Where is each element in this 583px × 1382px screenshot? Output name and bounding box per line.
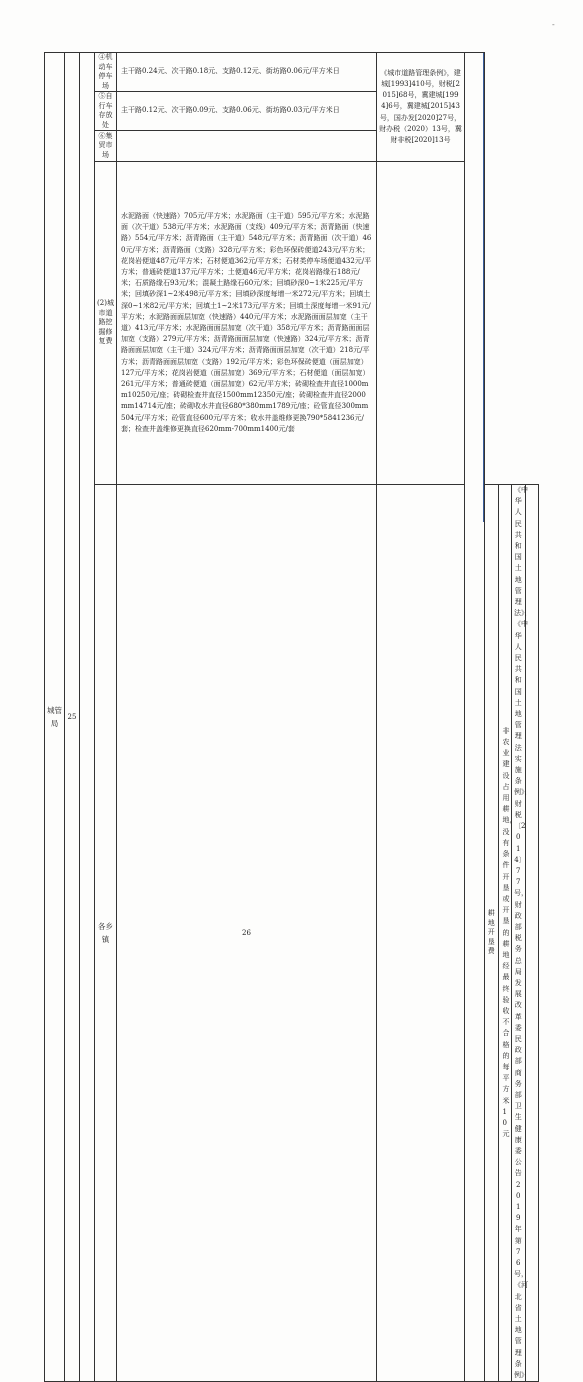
item-cell: ⑤自行车存放处 — [95, 92, 117, 131]
table-row — [45, 162, 539, 485]
item-cell: (2)城市道路挖掘修复费 — [95, 162, 117, 485]
content-cell: 非农业建设占用耕地，没有条件开垦或开垦的耕地经最终验收不合格的每平方米10元 — [498, 485, 512, 1382]
fee-table — [44, 52, 539, 1382]
remark-cell — [465, 53, 485, 1382]
item-cell: 耕地开垦费 — [485, 485, 499, 1382]
corner-mark: - — [552, 20, 555, 29]
basis-cell-empty — [377, 162, 465, 485]
department-cell: 城管局 — [45, 53, 65, 1382]
item-cell: ④机动车停车场 — [95, 53, 117, 92]
table-row — [45, 53, 539, 92]
content-cell: 主干路0.24元、次干路0.18元、支路0.12元、街坊路0.06元/平方米日 — [117, 53, 377, 92]
basis-cell: 《中华人民共和国土地管理法》，《中华人民共和国土地管理法实施条例》，财税〔2014〕77号，财政部 税务总局 发展改革委 民政部 商务部 卫生健康委公告2019年第76号，《河北省土地管理条例》 — [512, 485, 526, 1382]
content-cell: 水泥路面（快速路）705元/平方米；水泥路面（主干道）595元/平方米；水泥路面（次干道）538元/平方米；水泥路面（支线）409元/平方米；沥青路面（快速路）554元/平方米；沥青路面（主干道）548元/平方米；沥青路面（次干道）460元/平方米；沥青路面（支路）328元/平方米；彩色环保砖便道243元/平方米；花岗岩便道487元/平方米；石材便道362元/平方米；石材类停车场便道432元/平方米；普通砖便道137元/平方米；土便道46元/平方米；花岗岩路缘石188元/米；石质路缘石93元/米；混凝土路缘石60元/米；回填砂深0~1米225元/平方米；回填砂深1~2米498元/平方米；回填砂深度每增一米272元/平方米；回填土深0~1米82元/平方米；回填土1~2米173元/平方米；回填土深度每增一米91元/平方米；水泥路面面层加宽（快速路）440元/平方米；水泥路面面层加宽（主干道）413元/平方米；水泥路面面层加宽（次干道）358元/平方米；沥青路面面层加宽（支路）279元/平方米；沥青路面面层加宽（快速路）324元/平方米；沥青路面面层加宽（主干道）324元/平方米；沥青路面面层加宽（次干道）218元/平方米；沥青路面面层加宽（支路）192元/平方米；彩色环保砖便道（面层加宽）127元/平方米；花岗岩便道（面层加宽）369元/平方米；石材便道（面层加宽）261元/平方米；普通砖便道（面层加宽）62元/平方米；砖砌检查井直径1000mm10250元/座；砖砌检查井直径1500mm12350元/座；砖砌检查井直径2000mm14714元/座；砖砌收水井直径680*380mm1789元/座；砼管直径300mm504元/平方米；砼管直径600元/平方米；收水井盖维修更换790*5841236元/套；检查井盖维修更换直径620mm-700mm1400元/套 — [117, 162, 377, 485]
content-cell: 主干路0.12元、次干路0.09元、支路0.06元、街坊路0.03元/平方米日 — [117, 92, 377, 131]
sub-index-cell — [377, 485, 465, 1382]
sub-index-cell — [80, 53, 95, 1382]
item-cell: ⑥集贸市场 — [95, 131, 117, 162]
department-cell: 各乡镇 — [95, 485, 117, 1382]
number-cell: 25 — [65, 53, 80, 1382]
basis-cell: 《城市道路管理条例》，建城[1993]410号，财税[2015]68号，冀建城[1994]6号，冀建城[2015]43号，国办发[2020]27号，财办税（2020）13号，冀财非税[2020]13号 — [377, 53, 465, 162]
table-row — [45, 485, 539, 1382]
content-cell — [117, 131, 377, 162]
number-cell: 26 — [117, 485, 377, 1382]
